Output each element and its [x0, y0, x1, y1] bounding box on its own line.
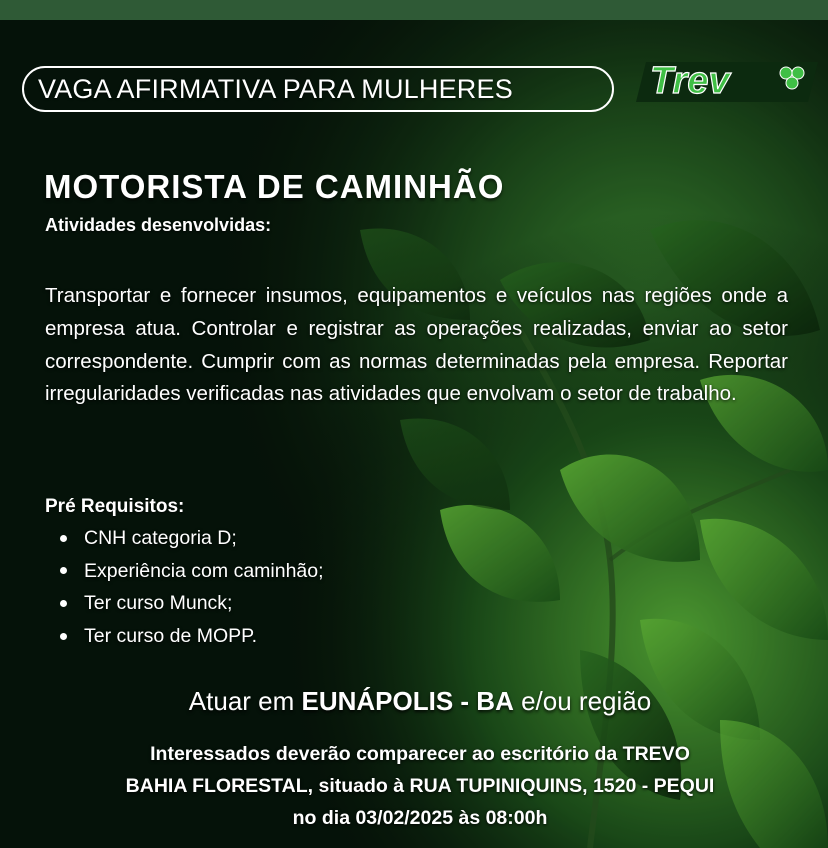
top-bar — [0, 0, 828, 20]
list-item: Ter curso de MOPP. — [60, 620, 324, 653]
activities-heading: Atividades desenvolvidas: — [45, 215, 272, 235]
bullet-icon — [60, 633, 67, 640]
requirements-heading: Pré Requisitos: — [45, 496, 185, 517]
location-city: EUNÁPOLIS - BA — [301, 686, 514, 716]
badge-text: VAGA AFIRMATIVA PARA MULHERES — [38, 73, 513, 104]
contact-line-3: no dia 03/02/2025 às 08:00h — [292, 807, 548, 829]
location-suffix: e/ou região — [513, 686, 652, 716]
requirements-list — [60, 522, 324, 652]
trevo-logo — [632, 48, 822, 108]
contact-line-2: BAHIA FLORESTAL, situado à RUA TUPINIQUINS, 1520 - PEQUI — [125, 775, 715, 797]
job-title: MOTORISTA DE CAMINHÃO — [44, 168, 505, 205]
affirmative-badge — [22, 66, 614, 112]
list-item: Ter curso Munck; — [60, 587, 324, 620]
bullet-icon — [60, 535, 67, 542]
bullet-icon — [60, 600, 67, 607]
job-description: Transportar e fornecer insumos, equipamentos e veículos nas regiões onde a empresa atua. Controlar e registrar as operações realizadas, enviar ao setor correspondente. Cumprir com as normas determinadas pela empresa. Reportar irregularidades verificadas nas atividades que envolvam o setor de trabalho. — [45, 284, 788, 406]
logo-text: Trev — [650, 60, 730, 102]
list-item: CNH categoria D; — [60, 522, 324, 555]
contact-info — [0, 738, 828, 834]
bullet-icon — [60, 567, 67, 574]
contact-line-1: Interessados deverão comparecer ao escritório da TREVO — [150, 743, 690, 765]
location-prefix: Atuar em — [188, 686, 302, 716]
list-item: Experiência com caminhão; — [60, 555, 324, 588]
work-location — [0, 686, 828, 717]
